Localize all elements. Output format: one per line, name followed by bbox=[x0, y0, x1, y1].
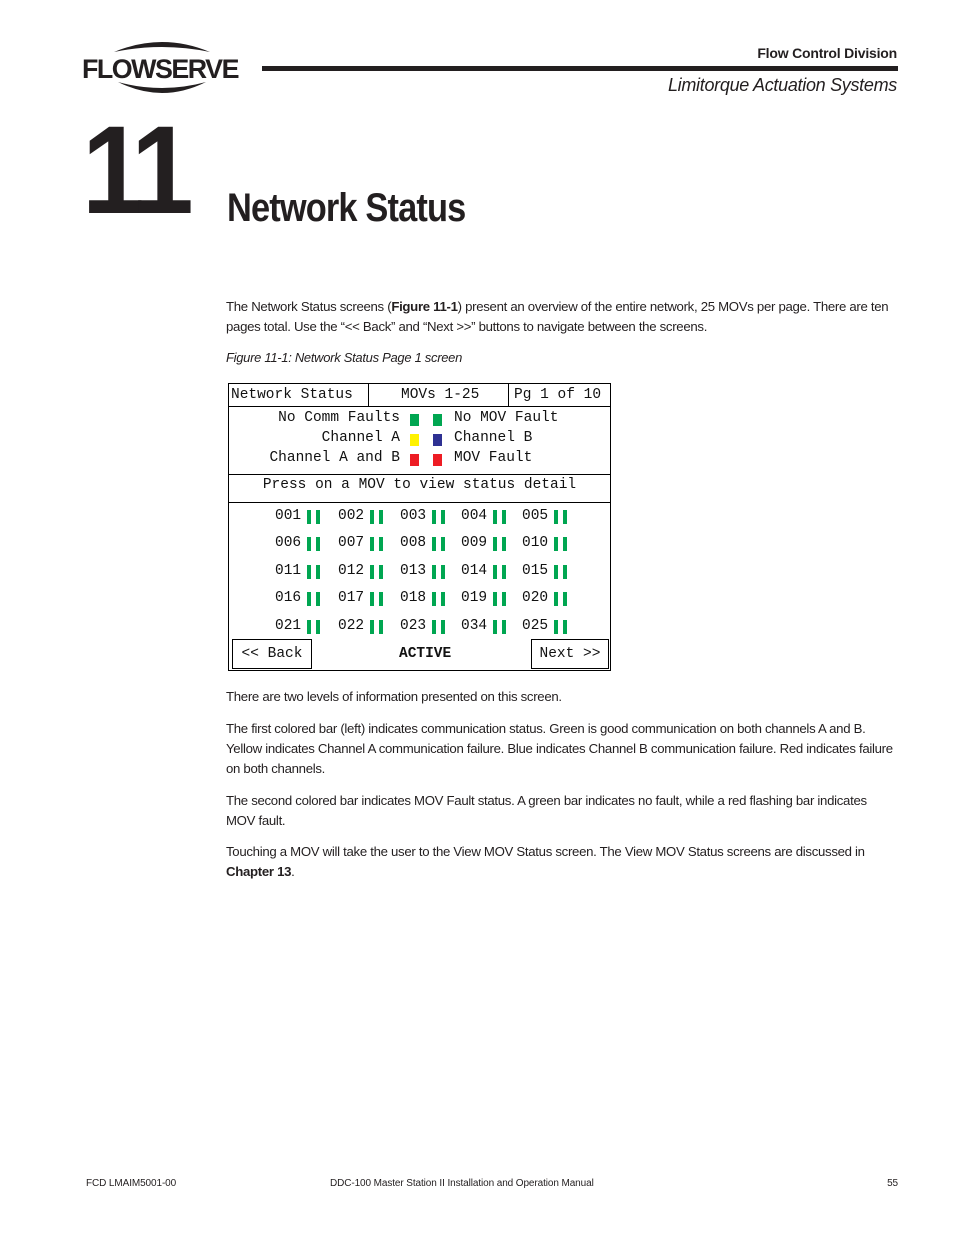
fault-status-bar bbox=[316, 620, 320, 634]
comm-status-bar bbox=[370, 620, 374, 634]
fault-status-bar bbox=[563, 565, 567, 579]
mov-button[interactable] bbox=[338, 618, 388, 634]
comm-status-bar bbox=[307, 592, 311, 606]
mov-button[interactable] bbox=[461, 618, 511, 634]
mov-number: 016 bbox=[275, 590, 302, 607]
fault-status-bar bbox=[502, 620, 506, 634]
mov-number: 034 bbox=[461, 617, 488, 634]
mov-number: 004 bbox=[461, 508, 488, 524]
intro-text-after: ) present an overview of the entire network, 25 MOVs per page. There are ten pages total. Use the “<< Back” and “Next >>” buttons to navigate between the screens. bbox=[226, 299, 889, 334]
comm-status-bar bbox=[370, 537, 374, 551]
legend-swatch-fault bbox=[433, 454, 442, 466]
mov-button[interactable] bbox=[400, 563, 450, 579]
footer-manual-title: DDC-100 Master Station II Installation and Operation Manual bbox=[330, 1178, 594, 1189]
legend-right-label: MOV Fault bbox=[454, 450, 533, 466]
comm-status-bar bbox=[554, 510, 558, 524]
fault-status-bar bbox=[563, 537, 567, 551]
mov-button[interactable] bbox=[400, 618, 450, 634]
mov-number: 002 bbox=[338, 508, 365, 524]
mov-number: 019 bbox=[461, 590, 488, 607]
mov-number: 010 bbox=[522, 535, 549, 552]
fault-status-bar bbox=[441, 592, 445, 606]
mov-number: 018 bbox=[400, 590, 427, 607]
legend-swatch-fault bbox=[433, 434, 442, 446]
mov-button[interactable] bbox=[522, 535, 572, 551]
mov-button[interactable] bbox=[275, 618, 325, 634]
comm-status-bar bbox=[432, 537, 436, 551]
fault-status-bar bbox=[502, 510, 506, 524]
intro-paragraph bbox=[226, 297, 896, 337]
screen-title: Network Status bbox=[231, 387, 353, 403]
mov-button[interactable] bbox=[461, 563, 511, 579]
comm-status-bar bbox=[554, 620, 558, 634]
fault-status-bar bbox=[316, 510, 320, 524]
division-name: Flow Control Division bbox=[757, 45, 897, 61]
body-paragraph-3: The second colored bar indicates MOV Fault status. A green bar indicates no fault, while a red flashing bar indicates MOV fault. bbox=[226, 793, 867, 828]
comm-status-bar bbox=[370, 565, 374, 579]
fault-status-bar bbox=[441, 565, 445, 579]
chapter-title: Network Status bbox=[227, 186, 466, 230]
mov-button[interactable] bbox=[338, 563, 388, 579]
mov-number: 009 bbox=[461, 535, 488, 552]
screen-header bbox=[229, 384, 610, 407]
legend-right-label: Channel B bbox=[454, 430, 533, 446]
fault-status-bar bbox=[563, 592, 567, 606]
fault-status-bar bbox=[316, 565, 320, 579]
mov-button[interactable] bbox=[461, 535, 511, 551]
comm-status-bar bbox=[493, 510, 497, 524]
fault-status-bar bbox=[379, 537, 383, 551]
p4-text: Touching a MOV will take the user to the View MOV Status screen. The View MOV Status screens are discussed in bbox=[226, 844, 865, 859]
fault-status-bar bbox=[563, 620, 567, 634]
mov-button[interactable] bbox=[522, 618, 572, 634]
mov-number: 007 bbox=[338, 535, 365, 552]
body-paragraph-1: There are two levels of information presented on this screen. bbox=[226, 689, 562, 704]
mov-number: 008 bbox=[400, 535, 427, 552]
mov-number: 003 bbox=[400, 508, 427, 524]
header-divider bbox=[368, 384, 369, 406]
mov-button[interactable] bbox=[338, 508, 388, 524]
mov-number: 006 bbox=[275, 535, 302, 552]
intro-text-before: The Network Status screens ( bbox=[226, 299, 392, 314]
footer-page-number: 55 bbox=[887, 1178, 898, 1189]
mov-number: 011 bbox=[275, 562, 302, 579]
mov-range: MOVs 1-25 bbox=[401, 387, 480, 403]
mov-number: 001 bbox=[275, 508, 302, 524]
mov-button[interactable] bbox=[522, 590, 572, 606]
next-button[interactable]: Next >> bbox=[531, 639, 609, 669]
instruction-divider bbox=[229, 502, 610, 503]
mov-button[interactable] bbox=[275, 508, 325, 524]
footer-doc-code: FCD LMAIM5001-00 bbox=[86, 1178, 177, 1189]
mov-number: 014 bbox=[461, 562, 488, 579]
comm-status-bar bbox=[493, 620, 497, 634]
header-divider bbox=[508, 384, 509, 406]
legend-left-label: Channel A bbox=[321, 430, 400, 446]
mov-number: 021 bbox=[275, 617, 302, 634]
fault-status-bar bbox=[379, 620, 383, 634]
mov-button[interactable] bbox=[400, 535, 450, 551]
comm-status-bar bbox=[554, 565, 558, 579]
legend-left-label: No Comm Faults bbox=[278, 410, 400, 426]
network-status-screen bbox=[228, 383, 611, 671]
fault-status-bar bbox=[316, 592, 320, 606]
fault-status-bar bbox=[502, 537, 506, 551]
mov-number: 015 bbox=[522, 562, 549, 579]
mov-button[interactable] bbox=[522, 508, 572, 524]
mov-number: 017 bbox=[338, 590, 365, 607]
mov-button[interactable] bbox=[461, 508, 511, 524]
fault-status-bar bbox=[379, 510, 383, 524]
fault-status-bar bbox=[441, 510, 445, 524]
comm-status-bar bbox=[432, 620, 436, 634]
fault-status-bar bbox=[316, 537, 320, 551]
mov-number: 025 bbox=[522, 617, 549, 634]
status-indicator: ACTIVE bbox=[399, 646, 452, 662]
comm-status-bar bbox=[432, 592, 436, 606]
fault-status-bar bbox=[379, 565, 383, 579]
mov-button[interactable] bbox=[400, 590, 450, 606]
chapter-number: 11 bbox=[82, 101, 187, 240]
figure-reference: Figure 11-1 bbox=[391, 299, 458, 314]
body-paragraph-2: The first colored bar (left) indicates communication status. Green is good communication on both channels A and B. Yellow indicates Channel A communication failure. Blue indicates Channel B communication failure. Red indicates failure on both channels. bbox=[226, 721, 893, 776]
brand-wordmark: FLOWSERVE bbox=[82, 54, 239, 84]
fault-status-bar bbox=[563, 510, 567, 524]
body-paragraph-4 bbox=[226, 842, 896, 882]
legend-divider bbox=[229, 474, 610, 475]
comm-status-bar bbox=[307, 565, 311, 579]
instruction-text: Press on a MOV to view status detail bbox=[262, 477, 577, 493]
comm-status-bar bbox=[554, 592, 558, 606]
comm-status-bar bbox=[432, 565, 436, 579]
mov-button[interactable] bbox=[275, 535, 325, 551]
comm-status-bar bbox=[370, 592, 374, 606]
fault-status-bar bbox=[441, 537, 445, 551]
fault-status-bar bbox=[502, 592, 506, 606]
back-button[interactable]: << Back bbox=[232, 639, 312, 669]
fault-status-bar bbox=[502, 565, 506, 579]
mov-button[interactable] bbox=[461, 590, 511, 606]
chapter-reference: Chapter 13 bbox=[226, 864, 292, 879]
fault-status-bar bbox=[441, 620, 445, 634]
mov-number: 005 bbox=[522, 508, 549, 524]
mov-number: 012 bbox=[338, 562, 365, 579]
comm-status-bar bbox=[307, 620, 311, 634]
comm-status-bar bbox=[493, 537, 497, 551]
comm-status-bar bbox=[307, 537, 311, 551]
subdivision-name: Limitorque Actuation Systems bbox=[667, 75, 897, 95]
mov-button[interactable] bbox=[275, 563, 325, 579]
mov-button[interactable] bbox=[522, 563, 572, 579]
legend-right-label: No MOV Fault bbox=[454, 410, 559, 426]
figure-caption: Figure 11-1: Network Status Page 1 screen bbox=[226, 350, 463, 365]
mov-number: 023 bbox=[400, 617, 427, 634]
mov-button[interactable] bbox=[338, 535, 388, 551]
legend-swatch-fault bbox=[433, 414, 442, 426]
legend-swatch-comm bbox=[410, 454, 419, 466]
header-rule bbox=[262, 66, 898, 71]
mov-number: 013 bbox=[400, 562, 427, 579]
legend-swatch-comm bbox=[410, 414, 419, 426]
comm-status-bar bbox=[370, 510, 374, 524]
fault-status-bar bbox=[379, 592, 383, 606]
mov-number: 022 bbox=[338, 617, 365, 634]
p4-text-end: . bbox=[291, 864, 295, 879]
flowserve-logo bbox=[82, 40, 242, 98]
mov-button[interactable] bbox=[338, 590, 388, 606]
legend-swatch-comm bbox=[410, 434, 419, 446]
comm-status-bar bbox=[307, 510, 311, 524]
legend-left-label: Channel A and B bbox=[269, 450, 400, 466]
mov-button[interactable] bbox=[275, 590, 325, 606]
comm-status-bar bbox=[432, 510, 436, 524]
mov-number: 020 bbox=[522, 590, 549, 607]
comm-status-bar bbox=[554, 537, 558, 551]
mov-button[interactable] bbox=[400, 508, 450, 524]
comm-status-bar bbox=[493, 565, 497, 579]
comm-status-bar bbox=[493, 592, 497, 606]
page-indicator: Pg 1 of 10 bbox=[514, 387, 602, 403]
